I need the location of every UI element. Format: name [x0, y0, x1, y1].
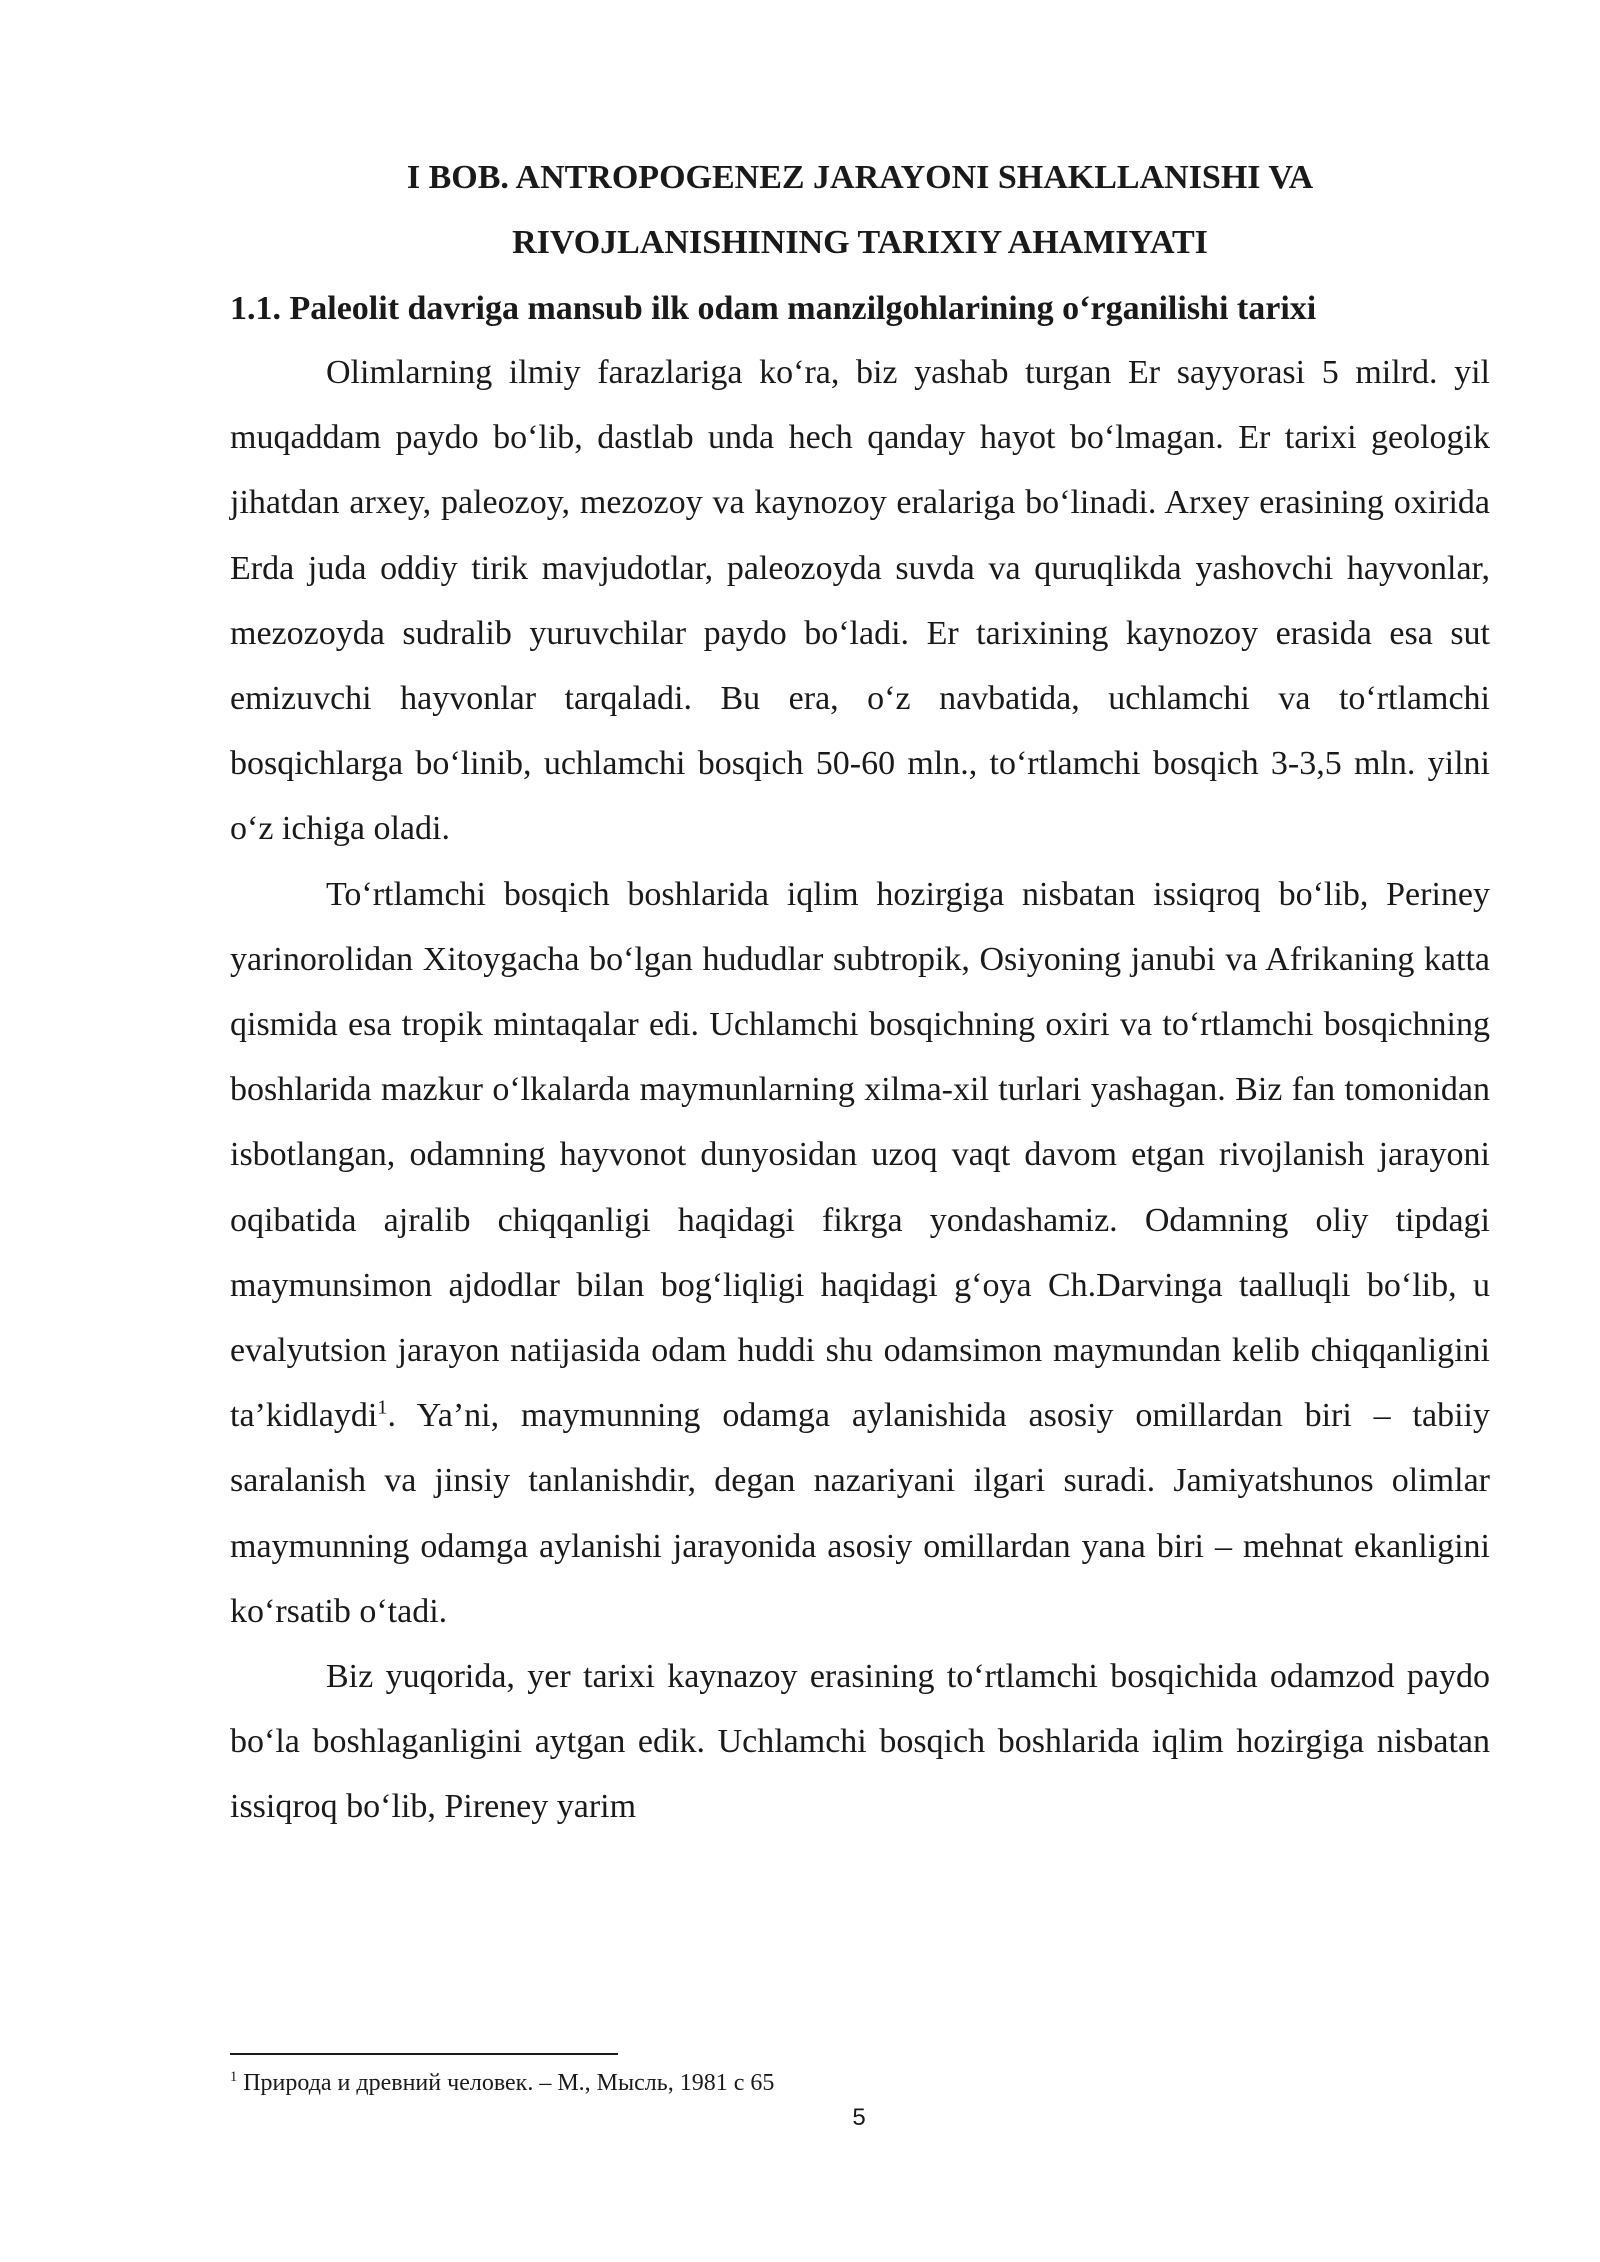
- footnote-marker: 1: [230, 2069, 238, 2085]
- paragraph-2-text-b: . Ya’ni, maymunning odamga aylanishida asosiy omillardan biri – tabiiy saralanish va jinsiy tanlanishdir, degan nazariyani ilgari suradi. Jamiyatshunos olimlar maymunning odamga aylanishi jarayonida asosiy omillardan yana biri – mehnat ekanligini ko‘rsatib o‘tadi.: [230, 1397, 1490, 1630]
- body-text: [230, 340, 1490, 1840]
- chapter-title-line-2: RIVOJLANISHINING TARIXIY AHAMIYATI: [512, 224, 1208, 261]
- paragraph-2: [230, 862, 1490, 1644]
- footnote-reference[interactable]: 1: [377, 1396, 388, 1419]
- chapter-title-line-1: I BOB. ANTROPOGENEZ JARAYONI SHAKLLANISHI VA: [406, 159, 1314, 196]
- chapter-title: [230, 145, 1490, 275]
- page-number: 5: [852, 2104, 866, 2131]
- footnote: [230, 2068, 774, 2098]
- footnote-separator: [230, 2053, 618, 2055]
- section-title: 1.1. Paleolit davriga mansub ilk odam manzilgohlarining o‘rganilishi tarixi: [230, 290, 1317, 327]
- footnote-text: Природа и древний человек. – М., Мысль, 1981 с 65: [237, 2070, 775, 2096]
- paragraph-2-text-a: To‘rtlamchi bosqich boshlarida iqlim hozirgiga nisbatan issiqroq bo‘lib, Periney yarinorolidan Xitoygacha bo‘lgan hududlar subtropik, Osiyoning janubi va Afrikaning katta qismida esa tropik mintaqalar edi. Uchlamchi bosqichning oxiri va to‘rtlamchi bosqichning boshlarida mazkur o‘lkalarda maymunlarning xilma-xil turlari yashagan. Biz fan tomonidan isbotlangan, odamning hayvonot dunyosidan uzoq vaqt davom etgan rivojlanish jarayoni oqibatida ajralib chiqqanligi haqidagi fikrga yondashamiz. Odamning oliy tipdagi maymunsimon ajdodlar bilan bog‘liqligi haqidagi g‘oya Ch.Darvinga taalluqli bo‘lib, u evalyutsion jarayon natijasida odam huddi shu odamsimon maymundan kelib chiqqanligini ta’kidlaydi: [230, 875, 1490, 1435]
- paragraph-3: Biz yuqorida, yer tarixi kaynazoy erasining to‘rtlamchi bosqichida odamzod paydo bo‘la boshlaganligini aytgan edik. Uchlamchi bosqich boshlarida iqlim hozirgiga nisbatan issiqroq bo‘lib, Pireney yarim: [230, 1658, 1490, 1826]
- paragraph-1: Olimlarning ilmiy farazlariga ko‘ra, biz yashab turgan Er sayyorasi 5 milrd. yil muqaddam paydo bo‘lib, dastlab unda hech qanday hayot bo‘lmagan. Er tarixi geologik jihatdan arxey, paleozoy, mezozoy va kaynozoy eralariga bo‘linadi. Arxey erasining oxirida Erda juda oddiy tirik mavjudotlar, paleozoyda suvda va quruqlikda yashovchi hayvonlar, mezozoyda sudralib yuruvchilar paydo bo‘ladi. Er tarixining kaynozoy erasida esa sut emizuvchi hayvonlar tarqaladi. Bu era, o‘z navbatida, uchlamchi va to‘rtlamchi bosqichlarga bo‘linib, uchlamchi bosqich 50-60 mln., to‘rtlamchi bosqich 3-3,5 mln. yilni o‘z ichiga oladi.: [230, 354, 1490, 848]
